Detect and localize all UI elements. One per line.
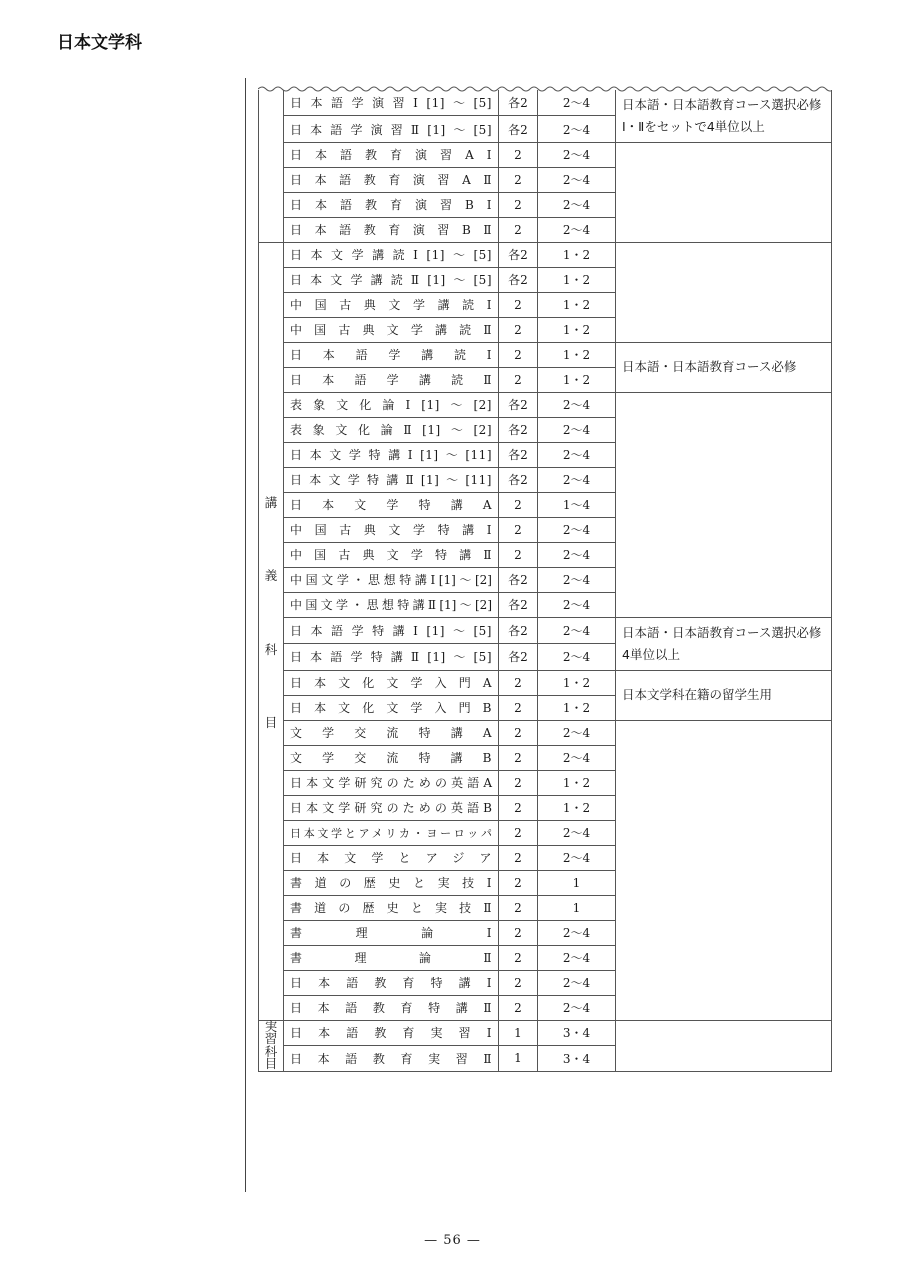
course-credits: 2 [499, 795, 538, 820]
course-year: 1・2 [538, 367, 616, 392]
table-row [259, 670, 832, 695]
course-credits: 2 [499, 820, 538, 845]
course-credits: 2 [499, 895, 538, 920]
course-year: 1・2 [538, 267, 616, 292]
course-year: 2～4 [538, 617, 616, 643]
course-name: 日本語教育演習BⅡ [284, 217, 499, 242]
course-credits: 各2 [499, 617, 538, 643]
course-name: 日本文学とアメリカ・ヨーロッパ [284, 820, 499, 845]
course-year: 1～4 [538, 492, 616, 517]
course-name: 書道の歴史と実技Ⅱ [284, 895, 499, 920]
category-char: 講 [264, 494, 278, 510]
course-name: 日本語教育特講Ⅱ [284, 995, 499, 1020]
course-year: 1・2 [538, 670, 616, 695]
course-year: 2～4 [538, 720, 616, 745]
course-credits: 2 [499, 695, 538, 720]
course-year: 2～4 [538, 517, 616, 542]
course-year: 1・2 [538, 795, 616, 820]
course-credits: 1 [499, 1020, 538, 1046]
course-year: 2～4 [538, 192, 616, 217]
course-year: 1・2 [538, 317, 616, 342]
course-name: 日本語教育演習BⅠ [284, 192, 499, 217]
course-credits: 2 [499, 342, 538, 367]
course-note: 日本語・日本語教育コース選択必修Ⅰ・Ⅱをセットで4単位以上 [616, 90, 832, 142]
course-name: 日本文学研究のための英語B [284, 795, 499, 820]
course-credits: 2 [499, 192, 538, 217]
course-year: 3・4 [538, 1046, 616, 1072]
course-year: 2～4 [538, 542, 616, 567]
course-name: 日本語学特講Ⅰ[1]～[5] [284, 617, 499, 643]
course-name: 日本文学特講Ⅰ[1]～[11] [284, 442, 499, 467]
category-char: 科 [264, 641, 278, 657]
course-name: 日本文学とアジア [284, 845, 499, 870]
course-credits: 2 [499, 945, 538, 970]
course-name: 中国古典文学特講Ⅰ [284, 517, 499, 542]
course-year: 2～4 [538, 417, 616, 442]
course-credits: 各2 [499, 267, 538, 292]
course-year: 1 [538, 870, 616, 895]
course-year: 2～4 [538, 90, 616, 116]
course-name: 日本語学特講Ⅱ[1]～[5] [284, 644, 499, 670]
course-year: 2～4 [538, 567, 616, 592]
course-year: 2～4 [538, 442, 616, 467]
course-name: 中国文学・思想特講Ⅰ[1]～[2] [284, 567, 499, 592]
category-char: 義 [264, 568, 278, 584]
course-table [258, 90, 832, 1072]
course-name: 中国文学・思想特講Ⅱ[1]～[2] [284, 592, 499, 617]
course-year: 1・2 [538, 695, 616, 720]
course-note: 日本語・日本語教育コース選択必修4単位以上 [616, 617, 832, 670]
course-name: 日本語教育演習AⅡ [284, 167, 499, 192]
course-note-empty [616, 1020, 832, 1071]
table-row [259, 392, 832, 417]
course-name: 日本文化文学入門A [284, 670, 499, 695]
course-name: 書理論Ⅱ [284, 945, 499, 970]
category-char: 目 [264, 1056, 278, 1071]
course-name: 日本語教育演習AⅠ [284, 142, 499, 167]
course-name: 表象文化論Ⅰ[1]～[2] [284, 392, 499, 417]
course-credits: 2 [499, 670, 538, 695]
course-name: 日本文学特講Ⅱ[1]～[11] [284, 467, 499, 492]
course-credits: 2 [499, 292, 538, 317]
course-credits: 2 [499, 142, 538, 167]
course-name: 日本語教育実習Ⅰ [284, 1020, 499, 1046]
table-row [259, 342, 832, 367]
table-row [259, 90, 832, 116]
category-char: 目 [264, 715, 278, 731]
course-credits: 各2 [499, 644, 538, 670]
course-credits: 各2 [499, 442, 538, 467]
course-credits: 各2 [499, 467, 538, 492]
course-credits: 2 [499, 870, 538, 895]
course-name: 表象文化論Ⅱ[1]～[2] [284, 417, 499, 442]
course-credits: 各2 [499, 417, 538, 442]
course-name: 中国古典文学講読Ⅱ [284, 317, 499, 342]
course-credits: 各2 [499, 90, 538, 116]
category-cell-continued [259, 90, 284, 242]
course-year: 1・2 [538, 342, 616, 367]
course-year: 2～4 [538, 995, 616, 1020]
course-credits: 2 [499, 720, 538, 745]
course-year: 1・2 [538, 770, 616, 795]
course-year: 2～4 [538, 142, 616, 167]
course-name: 中国古典文学特講Ⅱ [284, 542, 499, 567]
course-year: 2～4 [538, 745, 616, 770]
course-name: 中国古典文学講読Ⅰ [284, 292, 499, 317]
course-year: 1・2 [538, 292, 616, 317]
course-note-empty [616, 392, 832, 617]
course-year: 1 [538, 895, 616, 920]
course-year: 2～4 [538, 392, 616, 417]
course-credits: 2 [499, 920, 538, 945]
course-year: 2～4 [538, 970, 616, 995]
category-char: 実 [264, 1018, 278, 1034]
course-credits: 2 [499, 492, 538, 517]
page-number: — 56 — [424, 1233, 481, 1248]
course-note-empty [616, 142, 832, 242]
course-year: 1・2 [538, 242, 616, 267]
course-name: 日本文化文学入門B [284, 695, 499, 720]
course-year: 3・4 [538, 1020, 616, 1046]
course-credits: 2 [499, 542, 538, 567]
course-credits: 2 [499, 517, 538, 542]
course-credits: 2 [499, 995, 538, 1020]
margin-rule [245, 78, 246, 1192]
table-row [259, 142, 832, 167]
course-year: 2～4 [538, 467, 616, 492]
department-title: 日本文学科 [57, 33, 142, 53]
course-credits: 各2 [499, 392, 538, 417]
course-name: 書道の歴史と実技Ⅰ [284, 870, 499, 895]
category-char: 科 [264, 1043, 278, 1059]
course-year: 2～4 [538, 592, 616, 617]
course-name: 日本語教育実習Ⅱ [284, 1046, 499, 1072]
course-credits: 1 [499, 1046, 538, 1072]
course-name: 文学交流特講A [284, 720, 499, 745]
table-row [259, 617, 832, 643]
course-year: 2～4 [538, 820, 616, 845]
course-name: 日本文学研究のための英語A [284, 770, 499, 795]
course-credits: 2 [499, 770, 538, 795]
course-year: 2～4 [538, 167, 616, 192]
course-name: 日本語教育特講Ⅰ [284, 970, 499, 995]
course-credits: 各2 [499, 116, 538, 142]
table-row [259, 720, 832, 745]
course-credits: 2 [499, 167, 538, 192]
category-lecture [259, 242, 284, 1020]
course-year: 2～4 [538, 644, 616, 670]
course-credits: 2 [499, 745, 538, 770]
table-row [259, 242, 832, 267]
course-year: 2～4 [538, 217, 616, 242]
course-name: 文学交流特講B [284, 745, 499, 770]
course-credits: 各2 [499, 592, 538, 617]
course-name: 日本語学講読Ⅱ [284, 367, 499, 392]
course-note-empty [616, 720, 832, 1020]
course-year: 2～4 [538, 845, 616, 870]
course-credits: 各2 [499, 242, 538, 267]
course-year: 2～4 [538, 116, 616, 142]
course-name: 日本語学演習Ⅱ[1]～[5] [284, 116, 499, 142]
course-year: 2～4 [538, 920, 616, 945]
course-name: 書理論Ⅰ [284, 920, 499, 945]
course-credits: 各2 [499, 567, 538, 592]
course-credits: 2 [499, 367, 538, 392]
course-note-empty [616, 242, 832, 342]
category-char: 習 [264, 1031, 278, 1046]
course-year: 2～4 [538, 945, 616, 970]
course-note: 日本文学科在籍の留学生用 [616, 670, 832, 720]
category-practice [259, 1020, 284, 1071]
course-credits: 2 [499, 217, 538, 242]
course-name: 日本文学特講A [284, 492, 499, 517]
course-name: 日本語学講読Ⅰ [284, 342, 499, 367]
course-credits: 2 [499, 317, 538, 342]
course-name: 日本文学講読Ⅱ[1]～[5] [284, 267, 499, 292]
course-name: 日本文学講読Ⅰ[1]～[5] [284, 242, 499, 267]
course-name: 日本語学演習Ⅰ[1]～[5] [284, 90, 499, 116]
course-note: 日本語・日本語教育コース必修 [616, 342, 832, 392]
course-credits: 2 [499, 970, 538, 995]
course-credits: 2 [499, 845, 538, 870]
table-row [259, 1020, 832, 1046]
